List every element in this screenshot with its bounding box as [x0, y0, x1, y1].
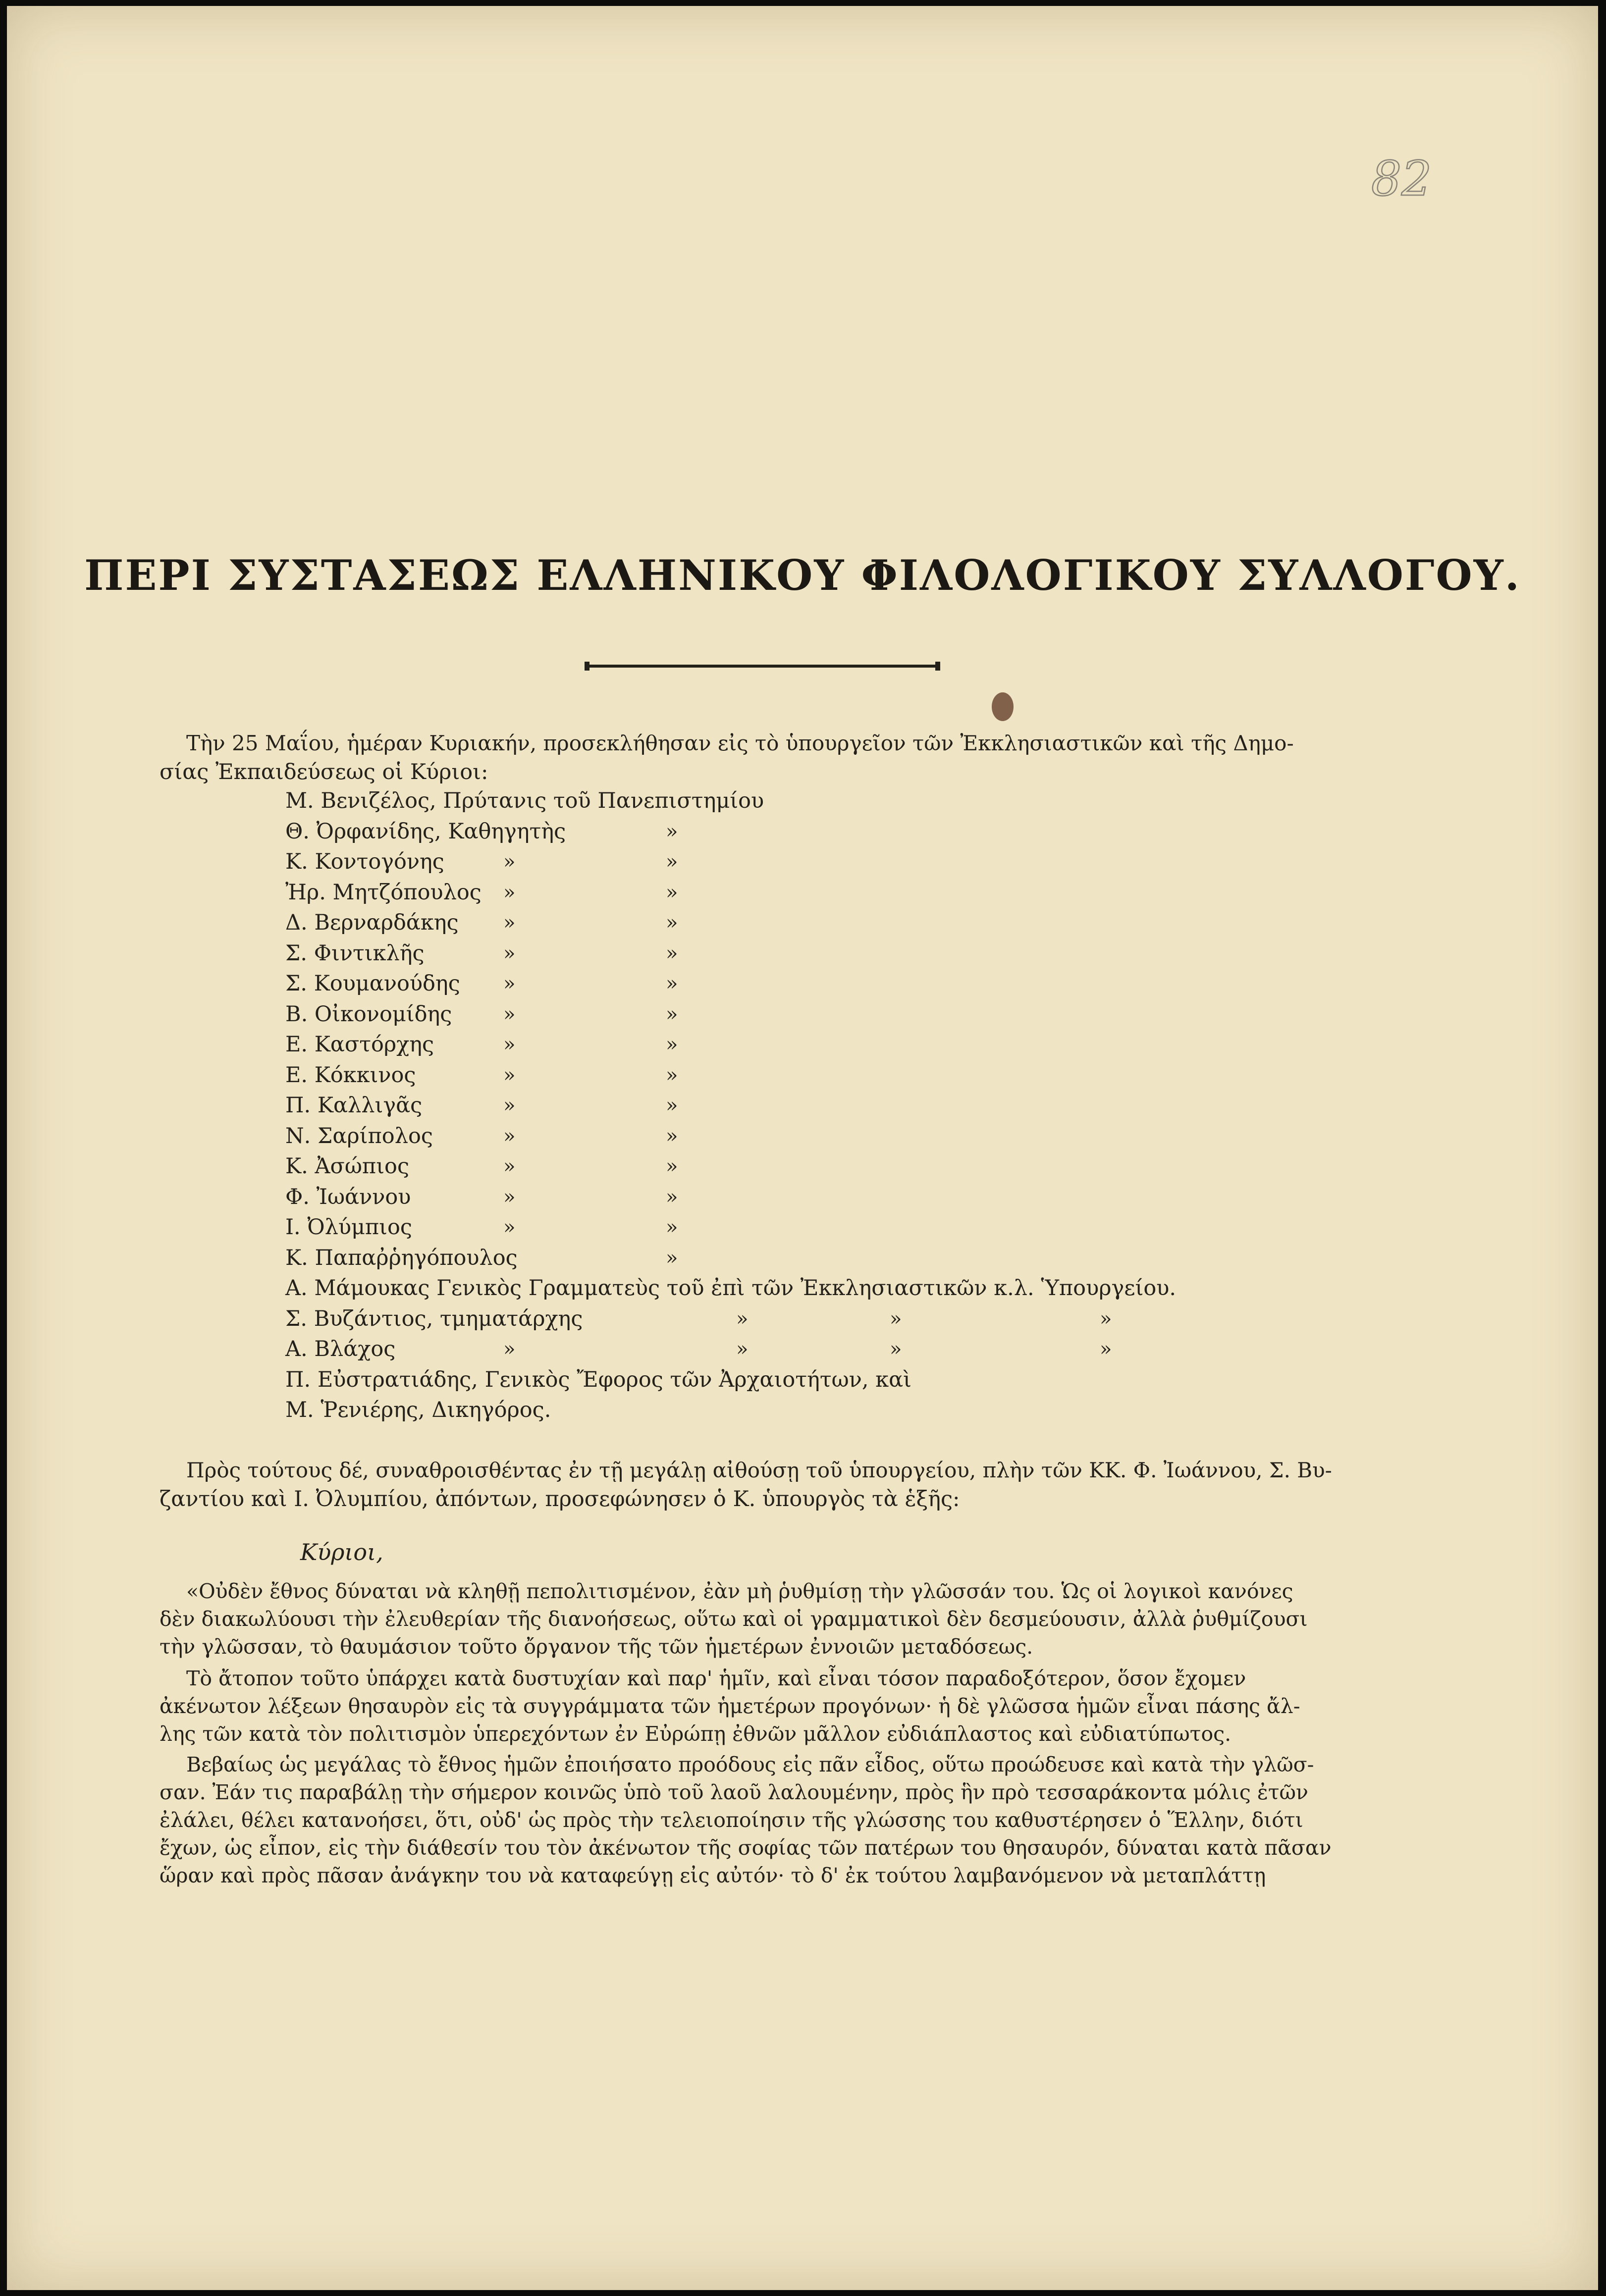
ditto-mark: »: [503, 1155, 516, 1178]
member-name: Β. Οἰκονομίδης: [285, 1002, 452, 1027]
ditto-mark: »: [503, 1338, 516, 1360]
member-name: Κ. Ἀσώπιος: [285, 1154, 410, 1179]
ditto-mark: »: [666, 1033, 678, 1056]
member-name: Ε. Καστόρχης: [285, 1032, 434, 1057]
ditto-mark: »: [503, 1125, 516, 1148]
paragraph-line: ὥραν καὶ πρὸς πᾶσαν ἀνάγκην του νὰ καταφεύγῃ εἰς αὐτόν· τὸ δ' ἐκ τούτου λαμβανόμενον νὰ μεταπλάττῃ: [160, 1864, 1266, 1887]
member-name: Σ. Κουμανούδης: [285, 971, 460, 996]
member-name: Θ. Ὀρφανίδης, Καθηγητὴς: [285, 819, 566, 844]
ditto-mark: »: [666, 942, 678, 965]
ditto-mark: »: [503, 881, 516, 904]
ditto-mark: »: [503, 1186, 516, 1208]
ditto-mark: »: [666, 1003, 678, 1026]
ditto-mark: »: [666, 1094, 678, 1117]
ditto-mark: »: [736, 1338, 749, 1360]
paragraph-line: δὲν διακωλύουσι τὴν ἐλευθερίαν τῆς διανοήσεως, οὕτω καὶ οἱ γραμματικοὶ δὲν δεσμεύουσιν, ἀλλὰ ῥυθμίζουσι: [160, 1607, 1308, 1631]
paragraph-line: ζαντίου καὶ Ι. Ὀλυμπίου, ἀπόντων, προσεφώνησεν ὁ Κ. ὑπουργὸς τὰ ἑξῆς:: [160, 1487, 960, 1512]
paragraph-line: ἀκένωτον λέξεων θησαυρὸν εἰς τὰ συγγράμματα τῶν ἡμετέρων προγόνων· ἡ δὲ γλῶσσα ἡμῶν εἶναι πάσης ἄλ-: [160, 1694, 1300, 1718]
ditto-mark: »: [503, 972, 516, 995]
ditto-mark: »: [503, 942, 516, 965]
ditto-mark: »: [666, 850, 678, 873]
member-name: Α. Μάμουκας Γενικὸς Γραμματεὺς τοῦ ἐπὶ τῶν Ἐκκλησιαστικῶν κ.λ. Ὑπουργείου.: [285, 1276, 1177, 1301]
member-name: Ι. Ὀλύμπιος: [285, 1215, 413, 1240]
member-name: Π. Εὐστρατιάδης, Γενικὸς Ἔφορος τῶν Ἀρχαιοτήτων, καὶ: [285, 1367, 911, 1392]
ditto-mark: »: [503, 850, 516, 873]
ditto-mark: »: [666, 972, 678, 995]
ditto-mark: »: [666, 881, 678, 904]
ditto-mark: »: [503, 1033, 516, 1056]
member-name: Π. Καλλιγᾶς: [285, 1093, 423, 1118]
page-number-handwritten: [1368, 146, 1443, 210]
title-divider: [588, 665, 937, 668]
ditto-mark: »: [736, 1307, 749, 1330]
ditto-mark: »: [666, 911, 678, 934]
ditto-mark: »: [503, 1003, 516, 1026]
intro-line: σίας Ἐκπαιδεύσεως οἱ Κύριοι:: [160, 760, 488, 784]
paragraph-line: ἐλάλει, θέλει κατανοήσει, ὅτι, οὐδ' ὡς πρὸς τὴν τελειοποίησιν τῆς γλώσσης του καθυστέρησεν ὁ Ἕλλην, διότι: [160, 1808, 1303, 1832]
member-name: Μ. Βενιζέλος, Πρύτανις τοῦ Πανεπιστημίου: [285, 788, 764, 813]
document-title: ΠΕΡΙ ΣΥΣΤΑΣΕΩΣ ΕΛΛΗΝΙΚΟΥ ΦΙΛΟΛΟΓΙΚΟΥ ΣΥΛΛΟΓΟΥ.: [84, 551, 1521, 600]
member-name: Ε. Κόκκινος: [285, 1063, 416, 1088]
member-name: Α. Βλάχος: [285, 1337, 396, 1361]
svg-text:82: 82: [1371, 151, 1432, 207]
member-name: Μ. Ῥενιέρης, Δικηγόρος.: [285, 1398, 551, 1422]
ditto-mark: »: [503, 1094, 516, 1117]
ditto-mark: »: [503, 911, 516, 934]
paragraph-line: «Οὐδὲν ἔθνος δύναται νὰ κληθῇ πεπολιτισμένον, ἐὰν μὴ ῥυθμίσῃ τὴν γλῶσσάν του. Ὡς οἱ λογικοὶ κανόνες: [186, 1579, 1293, 1603]
ditto-mark: »: [503, 1216, 516, 1239]
member-name: Σ. Βυζάντιος, τμηματάρχης: [285, 1306, 583, 1331]
member-name: Κ. Παπαῤῥηγόπουλος: [285, 1246, 518, 1270]
ditto-mark: »: [666, 1247, 678, 1269]
paragraph-line: Πρὸς τούτους δέ, συναθροισθέντας ἐν τῇ μεγάλῃ αἰθούσῃ τοῦ ὑπουργείου, πλὴν τῶν ΚΚ. Φ. Ἰωάννου, Σ. Βυ-: [186, 1458, 1332, 1482]
divider-end-right: [935, 662, 940, 671]
intro-line: Τὴν 25 Μαΐου, ἡμέραν Κυριακήν, προσεκλήθησαν εἰς τὸ ὑπουργεῖον τῶν Ἐκκλησιαστικῶν καὶ τῆς Δημο-: [186, 731, 1294, 755]
member-name: Κ. Κοντογόνης: [285, 849, 444, 874]
document-page: [7, 6, 1598, 2290]
paragraph-line: Τὸ ἄτοπον τοῦτο ὑπάρχει κατὰ δυστυχίαν καὶ παρ' ἡμῖν, καὶ εἶναι τόσον παραδοξότερον, ὅσον ἔχομεν: [186, 1667, 1246, 1690]
ditto-mark: »: [666, 1125, 678, 1148]
divider-end-left: [585, 662, 589, 671]
member-name: Φ. Ἰωάννου: [285, 1185, 411, 1209]
paragraph-line: τὴν γλῶσσαν, τὸ θαυμάσιον τοῦτο ὄργανον τῆς τῶν ἡμετέρων ἐννοιῶν μεταδόσεως.: [160, 1635, 1033, 1659]
ink-stain: [992, 692, 1014, 721]
paragraph-line: σαν. Ἐάν τις παραβάλῃ τὴν σήμερον κοινῶς ὑπὸ τοῦ λαοῦ λαλουμένην, πρὸς ἣν πρὸ τεσσαράκοντα μόλις ἐτῶν: [160, 1780, 1308, 1804]
ditto-mark: »: [666, 1216, 678, 1239]
member-name: Δ. Βερναρδάκης: [285, 910, 459, 935]
ditto-mark: »: [1100, 1307, 1112, 1330]
ditto-mark: »: [666, 1186, 678, 1208]
ditto-mark: »: [890, 1307, 902, 1330]
paragraph-line: Βεβαίως ὡς μεγάλας τὸ ἔθνος ἡμῶν ἐποιήσατο προόδους εἰς πᾶν εἶδος, οὕτω προώδευσε καὶ κατὰ τὴν γλῶσ-: [186, 1753, 1314, 1776]
member-name: Σ. Φιντικλῆς: [285, 941, 425, 966]
ditto-mark: »: [666, 1064, 678, 1087]
ditto-mark: »: [890, 1338, 902, 1360]
salutation: Κύριοι,: [300, 1539, 383, 1565]
ditto-mark: »: [666, 1155, 678, 1178]
ditto-mark: »: [666, 820, 678, 843]
paragraph-line: ἔχων, ὡς εἶπον, εἰς τὴν διάθεσίν του τὸν ἀκένωτον τῆς σοφίας τῶν πατέρων του θησαυρόν, δύναται κατὰ πᾶσαν: [160, 1836, 1332, 1860]
paragraph-line: λης τῶν κατὰ τὸν πολιτισμὸν ὑπερεχόντων ἐν Εὐρώπῃ ἐθνῶν μᾶλλον εὐδιάπλαστος καὶ εὐδιατύπωτος.: [160, 1722, 1231, 1746]
ditto-mark: »: [503, 1064, 516, 1087]
member-name: Ἠρ. Μητζόπουλος: [285, 880, 482, 905]
ditto-mark: »: [1100, 1338, 1112, 1360]
member-name: Ν. Σαρίπολος: [285, 1124, 433, 1148]
